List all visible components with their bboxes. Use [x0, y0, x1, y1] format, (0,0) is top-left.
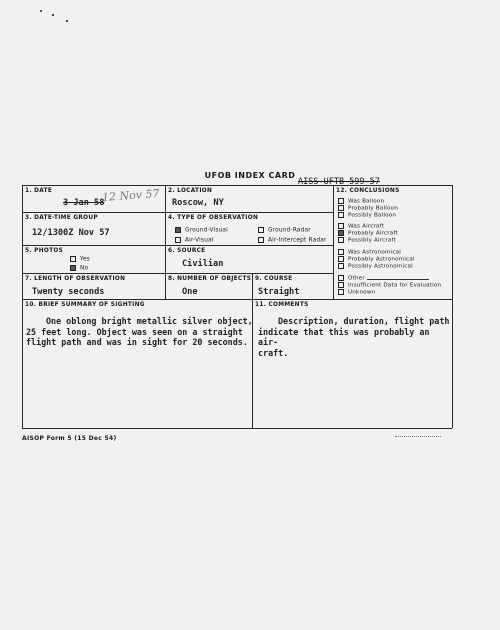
checkbox-icon — [338, 263, 344, 269]
conclusion-item: Was Balloon — [338, 198, 384, 205]
date-handwritten: 12 Nov 57 — [101, 187, 160, 204]
rule — [452, 185, 453, 428]
conclusion-item: Unknown — [338, 289, 375, 296]
comments-line: craft. — [258, 347, 289, 358]
date-label: 1. DATE — [25, 188, 53, 194]
conclusion-item: Was Aircraft — [338, 223, 384, 230]
summary-line: One oblong bright metallic silver object, — [46, 316, 253, 326]
source-label: 6. SOURCE — [168, 248, 206, 254]
option-air-visual: Air-Visual — [175, 237, 214, 244]
conclusion-item: Was Astronomical — [338, 249, 401, 256]
conclusion-item: Probably Astronomical — [338, 256, 415, 263]
length-of-observation-label: 7. LENGTH OF OBSERVATION — [25, 276, 126, 282]
brief-summary-label: 10. BRIEF SUMMARY OF SIGHTING — [25, 302, 145, 308]
option-air-intercept-radar: Air-Intercept Radar — [258, 237, 327, 244]
conclusion-item: Other — [338, 275, 429, 282]
card-number: AISS-UFTB-599-57 — [298, 177, 380, 187]
date-time-group-label: 3. DATE-TIME GROUP — [25, 215, 98, 221]
brief-summary-text — [26, 316, 253, 348]
index-card-grid — [22, 185, 452, 428]
date-value: 3 Jan 58 — [63, 198, 105, 208]
conclusion-item: Possibly Astronomical — [338, 263, 413, 270]
checkbox-icon — [175, 237, 181, 243]
form-identifier: AISOP Form 5 (15 Dec 54) — [22, 435, 117, 442]
conclusion-item: Possibly Aircraft — [338, 237, 396, 244]
option-photos-yes: Yes — [70, 256, 90, 263]
checkbox-icon — [338, 212, 344, 218]
rule — [333, 185, 334, 299]
checkbox-icon — [258, 227, 264, 233]
comments-line: Description, duration, flight path — [278, 316, 450, 326]
checkbox-icon — [70, 256, 76, 262]
rule — [165, 185, 166, 299]
number-of-objects-value: One — [182, 287, 198, 297]
checkbox-icon — [338, 223, 344, 229]
rule — [22, 273, 333, 274]
photos-label: 5. PHOTOS — [25, 248, 64, 254]
checkbox-icon — [338, 237, 344, 243]
checkbox-icon — [338, 205, 344, 211]
card-title: UFOB INDEX CARD — [204, 171, 296, 180]
option-ground-visual: Ground-Visual — [175, 227, 228, 234]
checkbox-icon — [338, 198, 344, 204]
summary-line: flight path and was in sight for 20 seconds. — [26, 337, 248, 347]
number-of-objects-label: 8. NUMBER OF OBJECTS — [168, 276, 252, 282]
conclusions-list — [338, 198, 450, 298]
summary-line: 25 feet long. Object was seen on a straight — [26, 326, 243, 337]
rule — [252, 273, 253, 299]
checkbox-checked-icon — [175, 227, 181, 233]
comments-label: 11. COMMENTS — [255, 302, 309, 308]
conclusion-item: Probably Balloon — [338, 205, 398, 212]
checkbox-checked-icon — [338, 230, 344, 236]
conclusion-item: Possibly Balloon — [338, 212, 396, 219]
checkbox-icon — [338, 275, 344, 281]
checkbox-icon — [338, 256, 344, 262]
course-value: Straight — [258, 287, 300, 297]
rule — [22, 428, 452, 429]
conclusions-label: 12. CONCLUSIONS — [336, 188, 400, 194]
rule — [22, 299, 452, 300]
course-label: 9. COURSE — [255, 276, 293, 282]
option-ground-radar: Ground-Radar — [258, 227, 311, 234]
comments-text — [258, 316, 452, 358]
location-label: 2. LOCATION — [168, 188, 213, 194]
checkbox-checked-icon — [70, 265, 76, 271]
comments-line: indicate that this was probably an air- — [258, 326, 430, 347]
location-value: Roscow, NY — [172, 198, 224, 208]
checkbox-icon — [338, 282, 344, 288]
option-photos-no: No — [70, 265, 88, 272]
scan-speck — [52, 14, 54, 16]
observation-type-label: 4. TYPE OF OBSERVATION — [168, 215, 259, 221]
checkbox-icon — [338, 249, 344, 255]
rule — [22, 185, 23, 428]
scan-speck — [66, 20, 68, 22]
checkbox-icon — [338, 289, 344, 295]
conclusion-item: Probably Aircraft — [338, 230, 398, 237]
length-of-observation-value: Twenty seconds — [32, 287, 105, 297]
date-time-group-value: 12/1300Z Nov 57 — [32, 228, 110, 238]
rule — [22, 245, 333, 246]
conclusion-item: Insufficient Data for Evaluation — [338, 282, 441, 289]
print-mark — [395, 436, 441, 439]
source-value: Civilian — [182, 259, 224, 269]
scan-speck — [40, 10, 42, 12]
checkbox-icon — [258, 237, 264, 243]
rule — [22, 212, 333, 213]
rule — [22, 185, 452, 186]
